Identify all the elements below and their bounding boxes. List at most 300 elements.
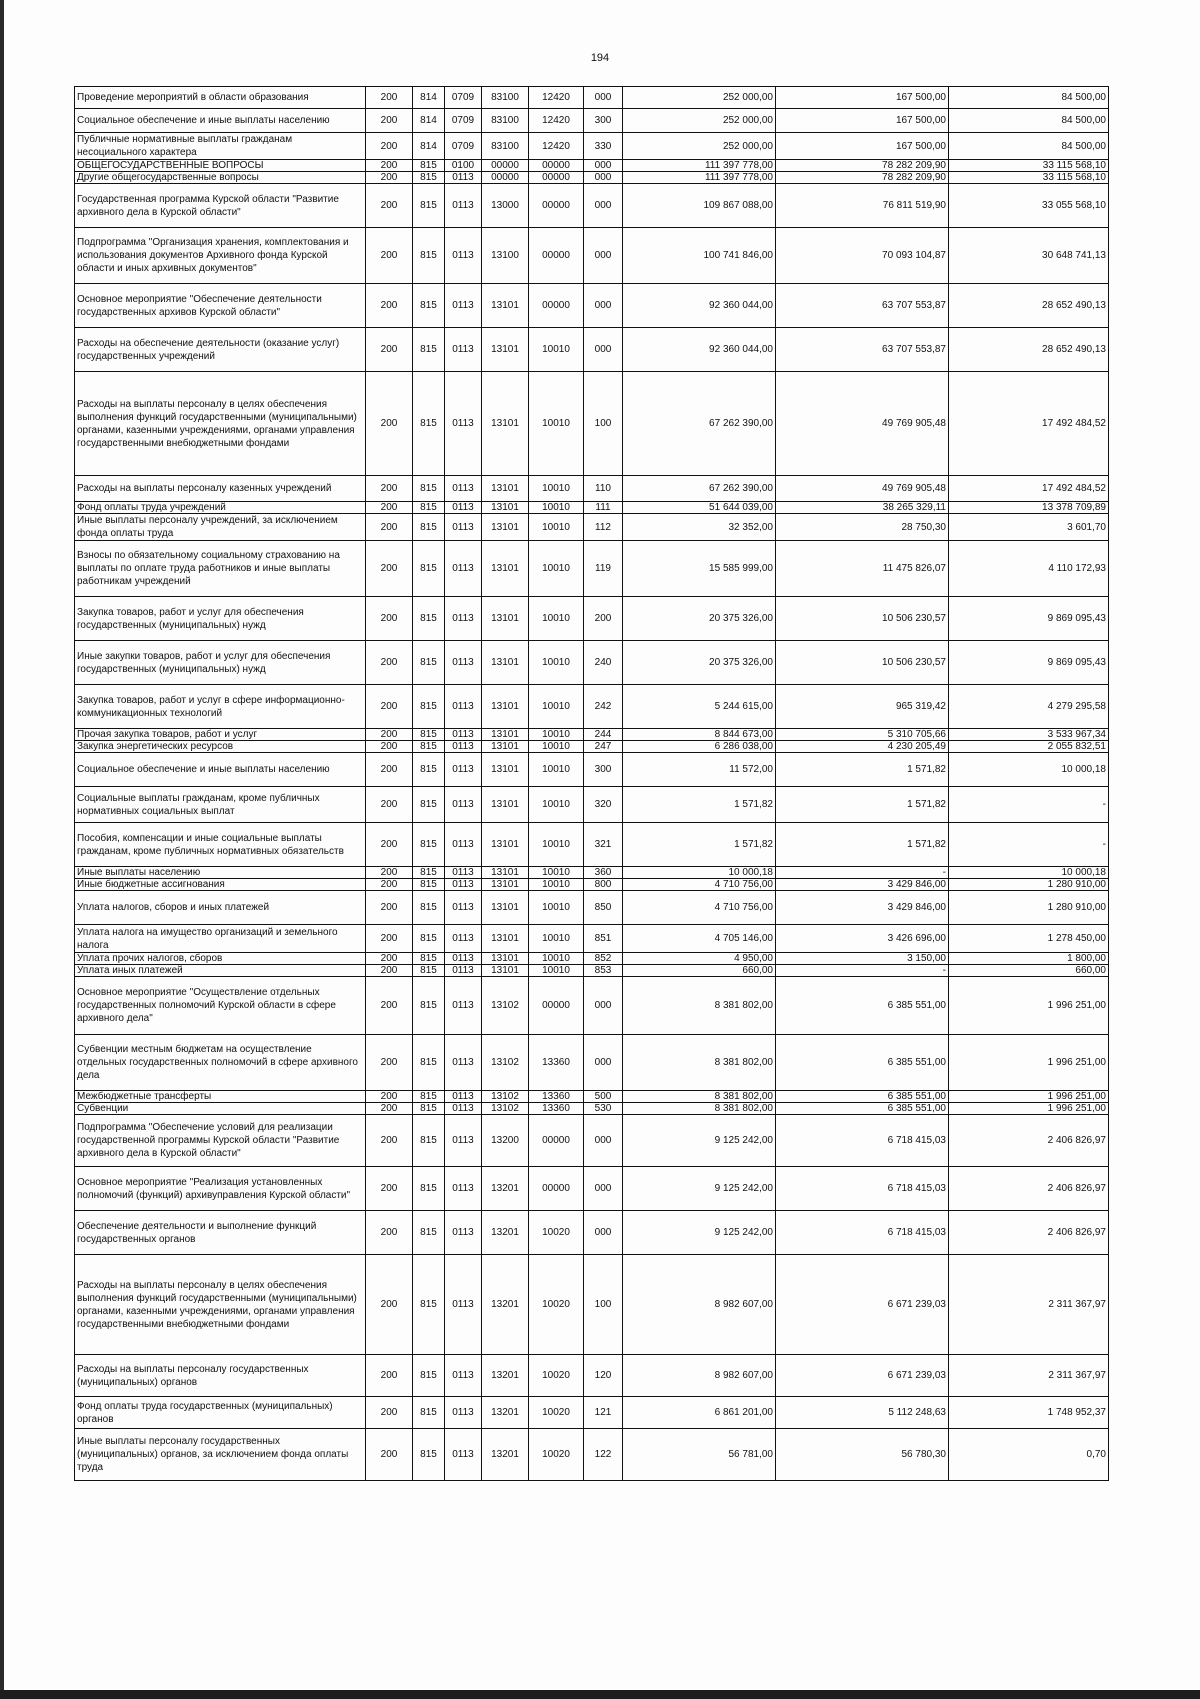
table-row [75, 1211, 1109, 1255]
col-ved: 815 [413, 514, 445, 541]
amount-remaining: 3 601,70 [949, 514, 1109, 541]
col-ved: 815 [413, 879, 445, 891]
amount-executed: 6 385 551,00 [776, 1035, 949, 1091]
amount-remaining: 30 648 741,13 [949, 228, 1109, 284]
col-p1: 13201 [482, 1211, 529, 1255]
col-rz: 0113 [445, 787, 482, 823]
col-rz: 0113 [445, 965, 482, 977]
col-rz: 0113 [445, 879, 482, 891]
col-p1: 13101 [482, 741, 529, 753]
col-p1: 13101 [482, 953, 529, 965]
col-rz: 0113 [445, 172, 482, 184]
row-name: Расходы на обеспечение деятельности (оказание услуг) государственных учреждений [75, 328, 366, 372]
table-row [75, 228, 1109, 284]
col-g: 200 [366, 953, 413, 965]
amount-plan: 8 381 802,00 [623, 977, 776, 1035]
col-rz: 0113 [445, 977, 482, 1035]
col-g: 200 [366, 753, 413, 787]
table-row [75, 597, 1109, 641]
col-p1: 00000 [482, 172, 529, 184]
col-rz: 0113 [445, 867, 482, 879]
col-vr: 852 [584, 953, 623, 965]
amount-plan: 252 000,00 [623, 109, 776, 133]
amount-remaining: 28 652 490,13 [949, 284, 1109, 328]
col-p1: 13101 [482, 514, 529, 541]
amount-executed: 6 385 551,00 [776, 977, 949, 1035]
amount-plan: 20 375 326,00 [623, 641, 776, 685]
amount-executed: 6 718 415,03 [776, 1115, 949, 1167]
amount-executed: 6 718 415,03 [776, 1167, 949, 1211]
col-g: 200 [366, 541, 413, 597]
row-name: Фонд оплаты труда государственных (муниципальных) органов [75, 1397, 366, 1429]
table-row [75, 328, 1109, 372]
col-vr: 530 [584, 1103, 623, 1115]
amount-executed: 1 571,82 [776, 753, 949, 787]
amount-plan: 252 000,00 [623, 133, 776, 160]
col-rz: 0709 [445, 109, 482, 133]
col-vr: 500 [584, 1091, 623, 1103]
col-p1: 13201 [482, 1167, 529, 1211]
col-rz: 0113 [445, 891, 482, 925]
amount-executed: 49 769 905,48 [776, 372, 949, 476]
col-g: 200 [366, 685, 413, 729]
amount-executed: 167 500,00 [776, 87, 949, 109]
col-ved: 815 [413, 476, 445, 502]
col-rz: 0113 [445, 514, 482, 541]
col-vr: 000 [584, 1211, 623, 1255]
amount-executed: 63 707 553,87 [776, 284, 949, 328]
col-rz: 0113 [445, 1115, 482, 1167]
col-p1: 13101 [482, 284, 529, 328]
col-rz: 0113 [445, 328, 482, 372]
col-vr: 122 [584, 1429, 623, 1481]
row-name: Социальные выплаты гражданам, кроме публичных нормативных социальных выплат [75, 787, 366, 823]
amount-plan: 15 585 999,00 [623, 541, 776, 597]
col-vr: 247 [584, 741, 623, 753]
table-row [75, 977, 1109, 1035]
col-g: 200 [366, 823, 413, 867]
col-g: 200 [366, 1255, 413, 1355]
col-rz: 0113 [445, 753, 482, 787]
row-name: Субвенции местным бюджетам на осуществление отдельных государственных полномочий в сфере архивного дела [75, 1035, 366, 1091]
amount-executed: 10 506 230,57 [776, 641, 949, 685]
row-name: Уплата налогов, сборов и иных платежей [75, 891, 366, 925]
row-name: Социальное обеспечение и иные выплаты населению [75, 753, 366, 787]
amount-remaining: 0,70 [949, 1429, 1109, 1481]
col-p2: 12420 [529, 87, 584, 109]
amount-remaining: 10 000,18 [949, 753, 1109, 787]
col-p1: 83100 [482, 87, 529, 109]
col-p2: 10020 [529, 1355, 584, 1397]
col-rz: 0113 [445, 685, 482, 729]
col-vr: 330 [584, 133, 623, 160]
col-ved: 814 [413, 87, 445, 109]
amount-remaining: 1 996 251,00 [949, 1103, 1109, 1115]
amount-remaining: 84 500,00 [949, 87, 1109, 109]
amount-remaining: 84 500,00 [949, 109, 1109, 133]
amount-executed: 49 769 905,48 [776, 476, 949, 502]
amount-executed: 78 282 209,90 [776, 160, 949, 172]
row-name: Иные бюджетные ассигнования [75, 879, 366, 891]
budget-rows [75, 87, 1109, 1481]
col-p1: 13101 [482, 965, 529, 977]
col-p2: 13360 [529, 1103, 584, 1115]
amount-plan: 32 352,00 [623, 514, 776, 541]
col-rz: 0113 [445, 1091, 482, 1103]
amount-remaining: 3 533 967,34 [949, 729, 1109, 741]
amount-executed: 5 112 248,63 [776, 1397, 949, 1429]
table-row [75, 1167, 1109, 1211]
col-rz: 0113 [445, 476, 482, 502]
row-name: Иные выплаты персоналу учреждений, за исключением фонда оплаты труда [75, 514, 366, 541]
scan-edge-bottom [0, 1690, 1200, 1699]
col-ved: 815 [413, 228, 445, 284]
col-p1: 83100 [482, 109, 529, 133]
col-p2: 10010 [529, 641, 584, 685]
col-vr: 300 [584, 753, 623, 787]
table-row [75, 1429, 1109, 1481]
amount-executed: 10 506 230,57 [776, 597, 949, 641]
col-rz: 0113 [445, 597, 482, 641]
col-vr: 853 [584, 965, 623, 977]
col-g: 200 [366, 184, 413, 228]
amount-plan: 8 982 607,00 [623, 1355, 776, 1397]
col-g: 200 [366, 729, 413, 741]
amount-remaining: - [949, 823, 1109, 867]
col-vr: 360 [584, 867, 623, 879]
col-p2: 00000 [529, 184, 584, 228]
col-p2: 10010 [529, 541, 584, 597]
col-p1: 13101 [482, 823, 529, 867]
table-row [75, 160, 1109, 172]
amount-plan: 92 360 044,00 [623, 328, 776, 372]
amount-remaining: 33 115 568,10 [949, 160, 1109, 172]
amount-executed: 4 230 205,49 [776, 741, 949, 753]
table-row [75, 867, 1109, 879]
amount-remaining: 33 055 568,10 [949, 184, 1109, 228]
col-g: 200 [366, 1103, 413, 1115]
col-ved: 815 [413, 925, 445, 953]
amount-plan: 109 867 088,00 [623, 184, 776, 228]
col-p2: 13360 [529, 1035, 584, 1091]
table-row [75, 729, 1109, 741]
budget-table [74, 86, 1109, 1481]
col-p1: 13201 [482, 1429, 529, 1481]
amount-plan: 10 000,18 [623, 867, 776, 879]
col-g: 200 [366, 965, 413, 977]
col-p2: 10020 [529, 1397, 584, 1429]
row-name: Закупка товаров, работ и услуг для обеспечения государственных (муниципальных) нужд [75, 597, 366, 641]
amount-plan: 20 375 326,00 [623, 597, 776, 641]
amount-remaining: 1 280 910,00 [949, 891, 1109, 925]
col-vr: 111 [584, 502, 623, 514]
amount-plan: 11 572,00 [623, 753, 776, 787]
col-g: 200 [366, 172, 413, 184]
col-ved: 815 [413, 977, 445, 1035]
amount-executed: 6 671 239,03 [776, 1355, 949, 1397]
col-rz: 0113 [445, 741, 482, 753]
col-vr: 100 [584, 372, 623, 476]
col-g: 200 [366, 925, 413, 953]
amount-executed: 6 385 551,00 [776, 1103, 949, 1115]
col-p1: 13101 [482, 328, 529, 372]
col-g: 200 [366, 160, 413, 172]
table-row [75, 1035, 1109, 1091]
col-g: 200 [366, 1211, 413, 1255]
col-ved: 815 [413, 160, 445, 172]
col-vr: 110 [584, 476, 623, 502]
col-g: 200 [366, 1091, 413, 1103]
amount-executed: 3 150,00 [776, 953, 949, 965]
col-p1: 13102 [482, 1035, 529, 1091]
col-ved: 815 [413, 1091, 445, 1103]
table-row [75, 172, 1109, 184]
amount-plan: 51 644 039,00 [623, 502, 776, 514]
col-ved: 815 [413, 1167, 445, 1211]
col-p2: 00000 [529, 284, 584, 328]
row-name: Иные выплаты населению [75, 867, 366, 879]
col-ved: 815 [413, 867, 445, 879]
col-g: 200 [366, 284, 413, 328]
col-ved: 815 [413, 184, 445, 228]
col-vr: 000 [584, 1167, 623, 1211]
row-name: Закупка энергетических ресурсов [75, 741, 366, 753]
amount-plan: 111 397 778,00 [623, 160, 776, 172]
amount-plan: 8 381 802,00 [623, 1103, 776, 1115]
col-g: 200 [366, 597, 413, 641]
amount-executed: 56 780,30 [776, 1429, 949, 1481]
col-g: 200 [366, 641, 413, 685]
amount-plan: 8 844 673,00 [623, 729, 776, 741]
col-p2: 10010 [529, 476, 584, 502]
amount-plan: 67 262 390,00 [623, 476, 776, 502]
col-rz: 0113 [445, 729, 482, 741]
col-p1: 13201 [482, 1397, 529, 1429]
col-p1: 13100 [482, 228, 529, 284]
col-p2: 10010 [529, 729, 584, 741]
table-row [75, 87, 1109, 109]
amount-plan: 252 000,00 [623, 87, 776, 109]
col-g: 200 [366, 87, 413, 109]
row-name: Уплата налога на имущество организаций и земельного налога [75, 925, 366, 953]
col-rz: 0113 [445, 823, 482, 867]
amount-plan: 6 861 201,00 [623, 1397, 776, 1429]
col-ved: 815 [413, 1355, 445, 1397]
col-rz: 0709 [445, 87, 482, 109]
amount-executed: 6 385 551,00 [776, 1091, 949, 1103]
col-p1: 83100 [482, 133, 529, 160]
col-rz: 0113 [445, 1397, 482, 1429]
col-vr: 242 [584, 685, 623, 729]
col-p2: 10010 [529, 597, 584, 641]
table-row [75, 1103, 1109, 1115]
col-ved: 815 [413, 891, 445, 925]
col-p1: 13101 [482, 891, 529, 925]
col-p1: 13101 [482, 879, 529, 891]
table-row [75, 1091, 1109, 1103]
table-row [75, 514, 1109, 541]
amount-remaining: 660,00 [949, 965, 1109, 977]
col-rz: 0100 [445, 160, 482, 172]
amount-remaining: 4 110 172,93 [949, 541, 1109, 597]
amount-remaining: 1 996 251,00 [949, 1035, 1109, 1091]
amount-remaining: 2 406 826,97 [949, 1211, 1109, 1255]
col-p2: 10010 [529, 787, 584, 823]
col-g: 200 [366, 891, 413, 925]
col-g: 200 [366, 787, 413, 823]
col-p2: 10010 [529, 502, 584, 514]
amount-remaining: 1 996 251,00 [949, 1091, 1109, 1103]
amount-executed: 38 265 329,11 [776, 502, 949, 514]
amount-executed: 167 500,00 [776, 109, 949, 133]
row-name: Основное мероприятие "Осуществление отдельных государственных полномочий Курской области в сфере архивного дела" [75, 977, 366, 1035]
col-p2: 10010 [529, 867, 584, 879]
col-p1: 13102 [482, 977, 529, 1035]
row-name: Субвенции [75, 1103, 366, 1115]
col-vr: 000 [584, 184, 623, 228]
col-p2: 10010 [529, 372, 584, 476]
amount-remaining: 13 378 709,89 [949, 502, 1109, 514]
col-rz: 0113 [445, 1255, 482, 1355]
col-p1: 13201 [482, 1355, 529, 1397]
table-row [75, 879, 1109, 891]
col-p1: 13101 [482, 372, 529, 476]
row-name: Подпрограмма "Обеспечение условий для реализации государственной программы Курской области "Развитие архивного дела в Курской области" [75, 1115, 366, 1167]
col-ved: 815 [413, 787, 445, 823]
amount-plan: 8 982 607,00 [623, 1255, 776, 1355]
col-ved: 815 [413, 965, 445, 977]
col-p1: 13102 [482, 1103, 529, 1115]
col-p2: 00000 [529, 1167, 584, 1211]
col-vr: 000 [584, 977, 623, 1035]
col-p1: 13101 [482, 925, 529, 953]
col-ved: 815 [413, 172, 445, 184]
col-p1: 13101 [482, 729, 529, 741]
col-ved: 814 [413, 133, 445, 160]
col-p2: 10020 [529, 1429, 584, 1481]
col-g: 200 [366, 372, 413, 476]
col-g: 200 [366, 1397, 413, 1429]
amount-remaining: 9 869 095,43 [949, 597, 1109, 641]
row-name: Расходы на выплаты персоналу в целях обеспечения выполнения функций государственными (муниципальными) органами, казенными учреждениями, органами управления государственными внебюджетными фондами [75, 1255, 366, 1355]
table-row [75, 1255, 1109, 1355]
col-p2: 00000 [529, 228, 584, 284]
amount-plan: 6 286 038,00 [623, 741, 776, 753]
col-rz: 0709 [445, 133, 482, 160]
row-name: Иные закупки товаров, работ и услуг для обеспечения государственных (муниципальных) нужд [75, 641, 366, 685]
col-rz: 0113 [445, 372, 482, 476]
amount-remaining: 1 748 952,37 [949, 1397, 1109, 1429]
row-name: Основное мероприятие "Реализация установленных полномочий (функций) архивуправления Курской области" [75, 1167, 366, 1211]
row-name: Фонд оплаты труда учреждений [75, 502, 366, 514]
amount-executed: 11 475 826,07 [776, 541, 949, 597]
col-rz: 0113 [445, 641, 482, 685]
col-p2: 10010 [529, 741, 584, 753]
col-vr: 321 [584, 823, 623, 867]
col-ved: 815 [413, 953, 445, 965]
row-name: Обеспечение деятельности и выполнение функций государственных органов [75, 1211, 366, 1255]
col-ved: 815 [413, 641, 445, 685]
col-vr: 000 [584, 228, 623, 284]
table-row [75, 476, 1109, 502]
col-g: 200 [366, 476, 413, 502]
row-name: Уплата иных платежей [75, 965, 366, 977]
col-p1: 13101 [482, 867, 529, 879]
amount-plan: 100 741 846,00 [623, 228, 776, 284]
amount-plan: 9 125 242,00 [623, 1115, 776, 1167]
col-ved: 815 [413, 597, 445, 641]
col-p1: 13101 [482, 541, 529, 597]
amount-remaining: 33 115 568,10 [949, 172, 1109, 184]
amount-plan: 5 244 615,00 [623, 685, 776, 729]
col-p1: 13201 [482, 1255, 529, 1355]
col-p2: 10010 [529, 685, 584, 729]
col-vr: 000 [584, 87, 623, 109]
table-row [75, 1397, 1109, 1429]
col-g: 200 [366, 1035, 413, 1091]
col-p1: 13101 [482, 685, 529, 729]
col-ved: 815 [413, 1035, 445, 1091]
col-p2: 10010 [529, 953, 584, 965]
row-name: Основное мероприятие "Обеспечение деятельности государственных архивов Курской области" [75, 284, 366, 328]
col-rz: 0113 [445, 1035, 482, 1091]
table-row [75, 891, 1109, 925]
amount-executed: 63 707 553,87 [776, 328, 949, 372]
amount-remaining: 28 652 490,13 [949, 328, 1109, 372]
amount-executed: - [776, 965, 949, 977]
col-rz: 0113 [445, 1429, 482, 1481]
col-g: 200 [366, 977, 413, 1035]
amount-remaining: 1 280 910,00 [949, 879, 1109, 891]
amount-executed: - [776, 867, 949, 879]
amount-executed: 6 718 415,03 [776, 1211, 949, 1255]
col-rz: 0113 [445, 953, 482, 965]
amount-executed: 167 500,00 [776, 133, 949, 160]
col-vr: 000 [584, 1115, 623, 1167]
col-p1: 00000 [482, 160, 529, 172]
col-p2: 12420 [529, 109, 584, 133]
col-vr: 300 [584, 109, 623, 133]
col-rz: 0113 [445, 284, 482, 328]
amount-remaining: 1 800,00 [949, 953, 1109, 965]
row-name: Расходы на выплаты персоналу казенных учреждений [75, 476, 366, 502]
amount-plan: 8 381 802,00 [623, 1035, 776, 1091]
amount-plan: 4 705 146,00 [623, 925, 776, 953]
table-row [75, 953, 1109, 965]
col-vr: 000 [584, 328, 623, 372]
amount-executed: 76 811 519,90 [776, 184, 949, 228]
amount-plan: 4 950,00 [623, 953, 776, 965]
col-vr: 851 [584, 925, 623, 953]
table-row [75, 823, 1109, 867]
row-name: Закупка товаров, работ и услуг в сфере информационно-коммуникационных технологий [75, 685, 366, 729]
table-row [75, 1115, 1109, 1167]
col-ved: 815 [413, 741, 445, 753]
row-name: Пособия, компенсации и иные социальные выплаты гражданам, кроме публичных нормативных обязательств [75, 823, 366, 867]
row-name: Прочая закупка товаров, работ и услуг [75, 729, 366, 741]
col-vr: 112 [584, 514, 623, 541]
page-number: 194 [590, 52, 610, 64]
col-g: 200 [366, 741, 413, 753]
col-rz: 0113 [445, 228, 482, 284]
table-row [75, 741, 1109, 753]
row-name: Расходы на выплаты персоналу в целях обеспечения выполнения функций государственными (муниципальными) органами, казенными учреждениями, органами управления государственными внебюджетными фондами [75, 372, 366, 476]
col-p2: 00000 [529, 172, 584, 184]
row-name: Социальное обеспечение и иные выплаты населению [75, 109, 366, 133]
amount-remaining: 84 500,00 [949, 133, 1109, 160]
col-g: 200 [366, 1355, 413, 1397]
col-ved: 815 [413, 1429, 445, 1481]
